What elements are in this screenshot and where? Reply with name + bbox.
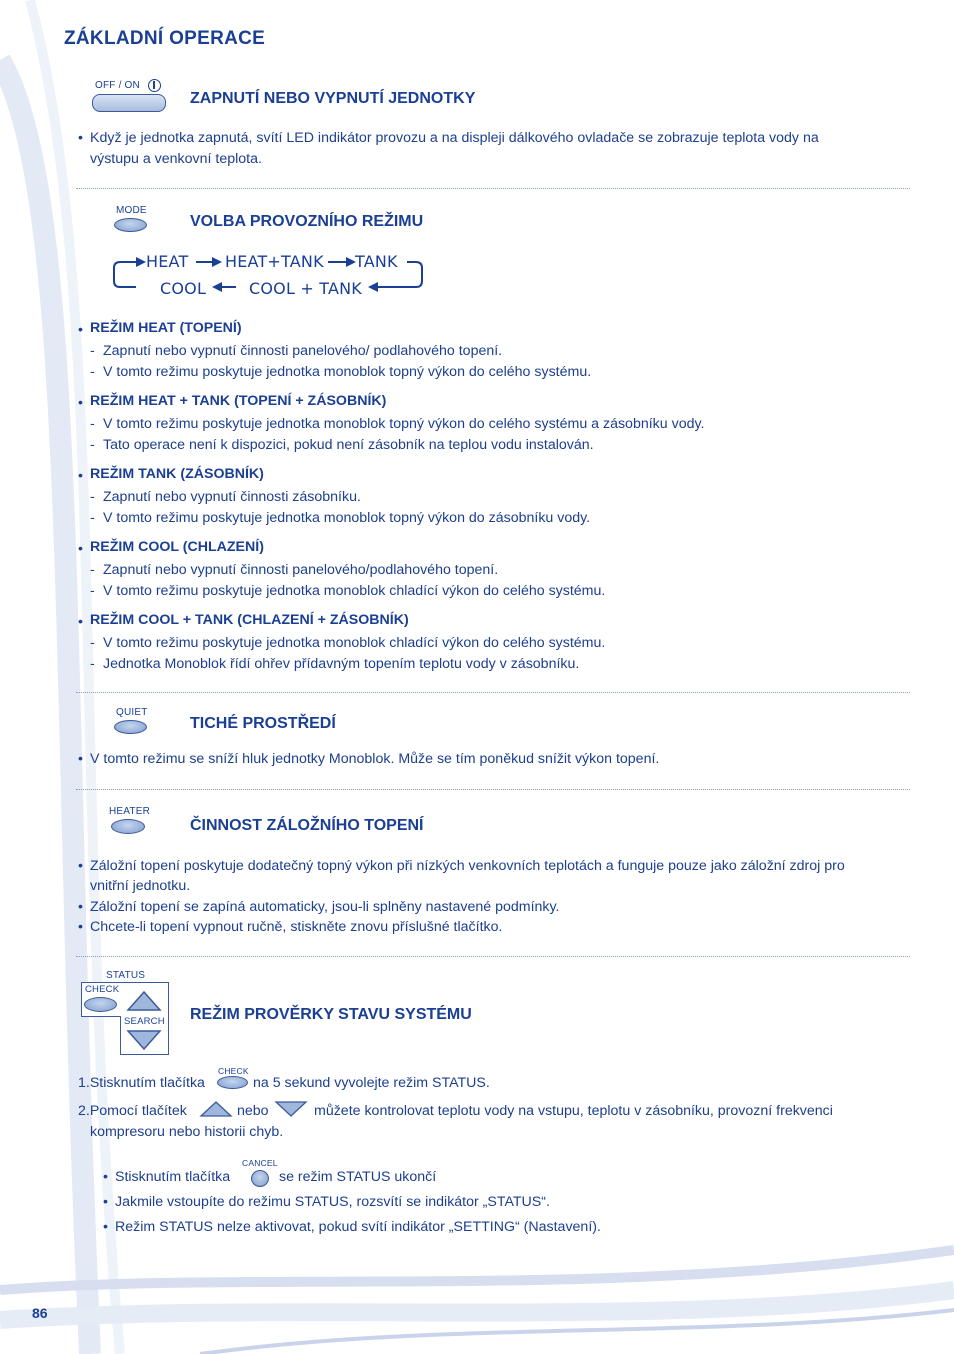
heater-heading: ČINNOST ZÁLOŽNÍHO TOPENÍ — [190, 817, 424, 834]
search-label: SEARCH — [124, 1016, 165, 1027]
mode-item-dash: - — [90, 656, 95, 672]
mode-item-line: Jednotka Monoblok řídí ohřev přídavným topením teplotu vody v zásobníku. — [103, 656, 580, 672]
mode-item-dash: - — [90, 416, 95, 432]
mode-cool-tank-text: COOL + TANK — [249, 279, 362, 298]
mode-item-dash: - — [90, 343, 95, 359]
inline-check-label: CHECK — [218, 1066, 249, 1076]
mode-item-bullet: • — [78, 322, 83, 338]
mode-item-dash: - — [90, 635, 95, 651]
heater-text-1-line-2: vnitřní jednotku. — [90, 878, 191, 894]
mode-button[interactable] — [114, 218, 147, 232]
page-title: ZÁKLADNÍ OPERACE — [64, 28, 266, 49]
mode-item-dash: - — [90, 562, 95, 578]
search-down-button[interactable] — [126, 1029, 162, 1051]
heater-bullet: • — [78, 919, 83, 935]
check-button[interactable] — [84, 997, 117, 1012]
page-number: 86 — [32, 1305, 48, 1321]
inline-cancel-button[interactable] — [251, 1170, 269, 1187]
mode-item-dash: - — [90, 583, 95, 599]
quiet-bullet: • — [78, 751, 83, 767]
status-step-2-line-2: kompresoru nebo historii chyb. — [90, 1124, 284, 1140]
status-heading: REŽIM PROVĚRKY STAVU SYSTÉMU — [190, 1006, 472, 1023]
heater-bullet: • — [78, 858, 83, 874]
mode-item-line: Zapnutí nebo vypnutí činnosti panelového/podlahového topení. — [103, 562, 499, 578]
inline-up-arrow-icon — [199, 1100, 233, 1118]
inline-down-arrow-icon — [274, 1100, 308, 1118]
status-note-3: Režim STATUS nelze aktivovat, pokud svítí indikátor „SETTING“ (Nastavení). — [115, 1219, 601, 1235]
status-note-bullet: • — [103, 1194, 108, 1210]
quiet-heading: TICHÉ PROSTŘEDÍ — [190, 715, 336, 732]
mode-item-line: V tomto režimu poskytuje jednotka monoblok topný výkon do celého systému a zásobníku vody. — [103, 416, 705, 432]
mode-button-label: MODE — [116, 205, 147, 216]
mode-item-bullet: • — [78, 395, 83, 411]
status-note-1-prefix: Stisknutím tlačítka — [115, 1169, 231, 1185]
status-note-1-suffix: se režim STATUS ukončí — [279, 1169, 437, 1185]
mode-item-bullet: • — [78, 541, 83, 557]
status-label: STATUS — [106, 970, 146, 981]
status-step-1-prefix: 1.Stisknutím tlačítka — [78, 1075, 205, 1091]
mode-item-line: Zapnutí nebo vypnutí činnosti zásobníku. — [103, 489, 361, 505]
mode-cool-text: COOL — [160, 279, 207, 298]
mode-item-title-cool-tank: REŽIM COOL + TANK (CHLAZENÍ + ZÁSOBNÍK) — [90, 612, 409, 628]
quiet-text: V tomto režimu se sníží hluk jednotky Monoblok. Může se tím poněkud snížit výkon topení. — [90, 751, 660, 767]
heater-text-1-line-1: Záložní topení poskytuje dodatečný topný výkon při nízkých venkovních teplotách a funguje pouze jako záložní zdroj pro — [90, 858, 845, 874]
onoff-button[interactable] — [92, 94, 166, 112]
heater-bullet: • — [78, 899, 83, 915]
mode-item-dash: - — [90, 437, 95, 453]
quiet-button[interactable] — [114, 720, 147, 734]
mode-item-line: V tomto režimu poskytuje jednotka monoblok topný výkon do celého systému. — [103, 364, 592, 380]
mode-item-bullet: • — [78, 614, 83, 630]
status-note-2: Jakmile vstoupíte do režimu STATUS, rozsvítí se indikátor „STATUS“. — [115, 1194, 550, 1210]
mode-item-line: Zapnutí nebo vypnutí činnosti panelového/ podlahového topení. — [103, 343, 503, 359]
heater-text-3: Chcete-li topení vypnout ručně, stiskněte znovu příslušné tlačítko. — [90, 919, 503, 935]
mode-tank-text: TANK — [355, 252, 398, 271]
mode-item-line: Tato operace není k dispozici, pokud není zásobník na teplou vodu instalován. — [103, 437, 594, 453]
onoff-heading: ZAPNUTÍ NEBO VYPNUTÍ JEDNOTKY — [190, 90, 476, 107]
mode-heading: VOLBA PROVOZNÍHO REŽIMU — [190, 213, 424, 230]
mode-item-title-cool: REŽIM COOL (CHLAZENÍ) — [90, 539, 264, 555]
mode-item-dash: - — [90, 510, 95, 526]
quiet-button-label: QUIET — [116, 707, 148, 718]
power-icon — [148, 79, 161, 92]
status-step-1-suffix: na 5 sekund vyvolejte režim STATUS. — [253, 1075, 490, 1091]
mode-item-title-heat: REŽIM HEAT (TOPENÍ) — [90, 320, 242, 336]
check-label: CHECK — [85, 984, 120, 995]
inline-check-button[interactable] — [217, 1076, 248, 1089]
status-step-2-prefix: 2.Pomocí tlačítek — [78, 1103, 187, 1119]
divider — [76, 956, 910, 957]
onoff-text-line-1: Když je jednotka zapnutá, svítí LED indikátor provozu a na displeji dálkového ovladače se zobrazuje teplota vody na — [90, 130, 819, 146]
divider — [76, 188, 910, 189]
mode-item-title-heat-tank: REŽIM HEAT + TANK (TOPENÍ + ZÁSOBNÍK) — [90, 393, 387, 409]
heater-button-label: HEATER — [109, 806, 151, 817]
mode-item-dash: - — [90, 364, 95, 380]
heater-text-2: Záložní topení se zapíná automaticky, jsou-li splněny nastavené podmínky. — [90, 899, 560, 915]
mode-item-line: V tomto režimu poskytuje jednotka monoblok chladící výkon do celého systému. — [103, 583, 606, 599]
heater-button[interactable] — [111, 819, 145, 834]
mode-item-line: V tomto režimu poskytuje jednotka monoblok chladící výkon do celého systému. — [103, 635, 606, 651]
mode-item-dash: - — [90, 489, 95, 505]
divider — [76, 789, 910, 790]
mode-item-bullet: • — [78, 468, 83, 484]
status-step-2-middle: nebo — [237, 1103, 269, 1119]
status-note-bullet: • — [103, 1169, 108, 1185]
mode-item-title-tank: REŽIM TANK (ZÁSOBNÍK) — [90, 466, 264, 482]
onoff-button-label: OFF / ON — [95, 80, 140, 91]
inline-cancel-label: CANCEL — [242, 1158, 278, 1168]
status-note-bullet: • — [103, 1219, 108, 1235]
onoff-text-line-2: výstupu a venkovní teplota. — [90, 151, 262, 167]
divider — [76, 692, 910, 693]
onoff-bullet: • — [78, 130, 83, 146]
search-up-button[interactable] — [126, 990, 162, 1012]
mode-item-line: V tomto režimu poskytuje jednotka monoblok topný výkon do zásobníku vody. — [103, 510, 591, 526]
status-step-2-suffix: můžete kontrolovat teplotu vody na vstupu, teplotu v zásobníku, provozní frekvenci — [314, 1103, 833, 1119]
mode-heat-tank-text: HEAT+TANK — [225, 252, 324, 271]
mode-heat-text: HEAT — [146, 252, 189, 271]
